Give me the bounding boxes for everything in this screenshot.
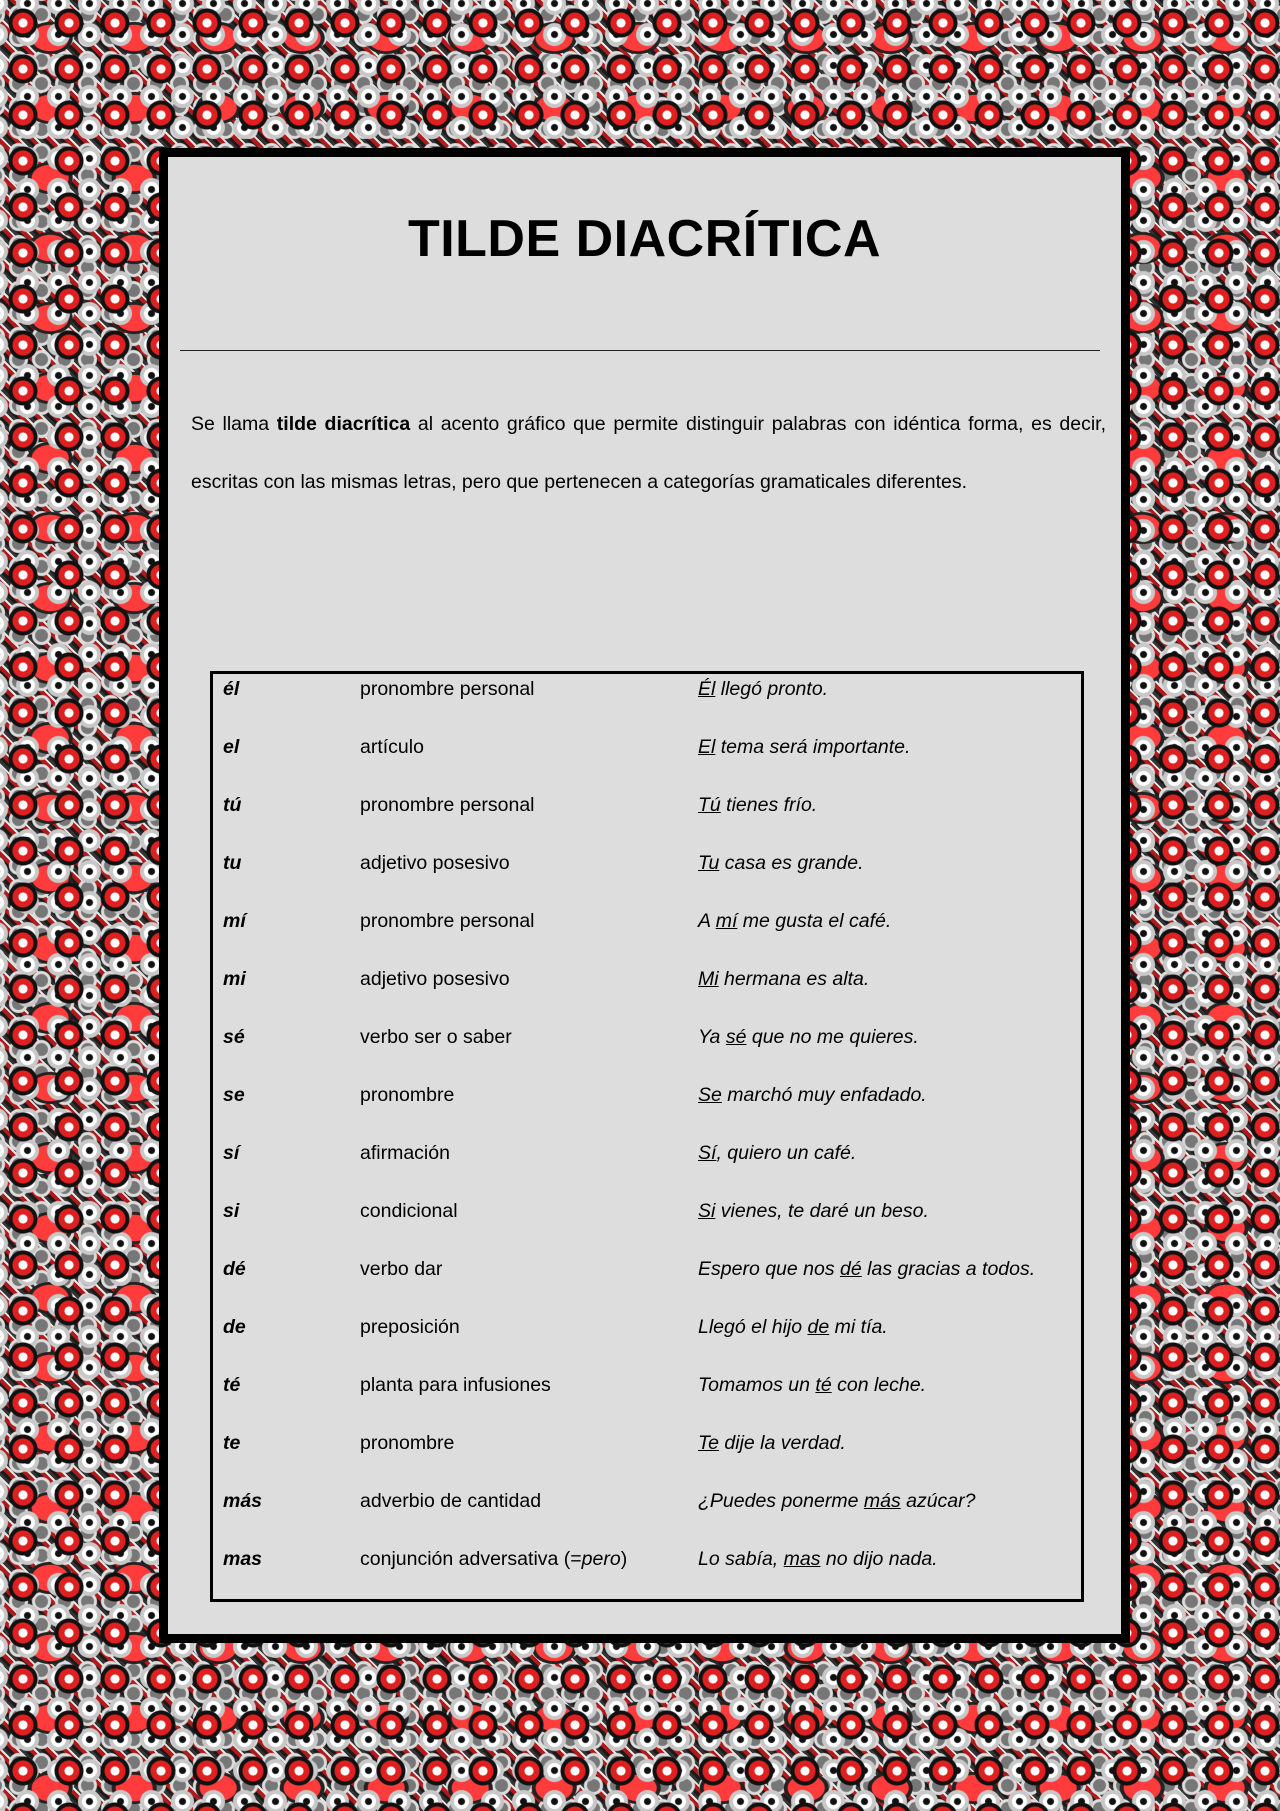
- intro-paragraph: [191, 395, 1106, 511]
- word-cell: sé: [223, 1026, 245, 1048]
- example-cell: Te dije la verdad.: [698, 1432, 846, 1454]
- category-cell: verbo dar: [360, 1258, 443, 1280]
- word-cell: tu: [223, 852, 242, 874]
- intro-bold-term: tilde diacrítica: [276, 413, 411, 435]
- word-cell: mí: [223, 910, 246, 932]
- example-cell: Tu casa es grande.: [698, 852, 864, 874]
- category-cell: verbo ser o saber: [360, 1026, 512, 1048]
- example-cell: Ya sé que no me quieres.: [698, 1026, 919, 1048]
- word-cell: él: [223, 678, 240, 700]
- table-row: [213, 1080, 1081, 1138]
- worksheet-card: [159, 148, 1130, 1643]
- word-cell: sí: [223, 1142, 240, 1164]
- category-cell: pronombre: [360, 1084, 455, 1106]
- table-row: [213, 1312, 1081, 1370]
- example-cell: ¿Puedes ponerme más azúcar?: [698, 1490, 976, 1512]
- word-cell: el: [223, 736, 240, 758]
- example-cell: Espero que nos dé las gracias a todos.: [698, 1258, 1036, 1280]
- example-cell: Se marchó muy enfadado.: [698, 1084, 927, 1106]
- word-cell: té: [223, 1374, 241, 1396]
- table-row: [213, 1254, 1081, 1312]
- word-cell: más: [223, 1490, 263, 1512]
- category-cell: pronombre: [360, 1432, 455, 1454]
- example-cell: El tema será importante.: [698, 736, 911, 758]
- category-cell: preposición: [360, 1316, 460, 1338]
- table-row: [213, 848, 1081, 906]
- category-cell: afirmación: [360, 1142, 450, 1164]
- category-cell: adjetivo posesivo: [360, 968, 510, 990]
- word-cell: mi: [223, 968, 246, 990]
- intro-prefix: Se llama: [191, 413, 277, 435]
- table-row: [213, 1138, 1081, 1196]
- example-cell: Llegó el hijo de mi tía.: [698, 1316, 888, 1338]
- intro-suffix: al acento gráfico que permite distinguir palabras con idéntica forma, es decir, escritas con las mismas letras, pero que pertenecen a categorías gramaticales diferentes.: [191, 413, 1106, 493]
- example-cell: Mi hermana es alta.: [698, 968, 870, 990]
- word-cell: se: [223, 1084, 245, 1106]
- title-divider: [180, 350, 1100, 351]
- table-row: [213, 1370, 1081, 1428]
- example-cell: Sí, quiero un café.: [698, 1142, 857, 1164]
- table-row: [213, 1196, 1081, 1254]
- example-cell: Si vienes, te daré un beso.: [698, 1200, 929, 1222]
- table-row: [213, 790, 1081, 848]
- category-cell: pronombre personal: [360, 794, 535, 816]
- page-title: TILDE DIACRÍTICA: [407, 210, 882, 268]
- category-cell: artículo: [360, 736, 424, 758]
- table-row: [213, 1022, 1081, 1080]
- table-row: [213, 964, 1081, 1022]
- example-cell: Tú tienes frío.: [698, 794, 818, 816]
- example-cell: Él llegó pronto.: [698, 678, 829, 700]
- diacritic-table: [210, 671, 1084, 1602]
- category-cell: conjunción adversativa (=pero): [360, 1548, 628, 1570]
- table-row: [213, 674, 1081, 732]
- word-cell: de: [223, 1316, 246, 1338]
- category-cell: adjetivo posesivo: [360, 852, 510, 874]
- example-cell: Tomamos un té con leche.: [698, 1374, 926, 1396]
- table-row: [213, 906, 1081, 964]
- table-row: [213, 1486, 1081, 1544]
- table-row: [213, 1544, 1081, 1602]
- table-row: [213, 732, 1081, 790]
- category-cell: pronombre personal: [360, 678, 535, 700]
- category-cell: pronombre personal: [360, 910, 535, 932]
- word-cell: tú: [223, 794, 242, 816]
- word-cell: te: [223, 1432, 241, 1454]
- table-row: [213, 1428, 1081, 1486]
- word-cell: mas: [223, 1548, 263, 1570]
- category-cell: planta para infusiones: [360, 1374, 551, 1396]
- word-cell: si: [223, 1200, 240, 1222]
- word-cell: dé: [223, 1258, 246, 1280]
- example-cell: Lo sabía, mas no dijo nada.: [698, 1548, 938, 1570]
- category-cell: adverbio de cantidad: [360, 1490, 542, 1512]
- category-cell: condicional: [360, 1200, 458, 1222]
- example-cell: A mí me gusta el café.: [698, 910, 892, 932]
